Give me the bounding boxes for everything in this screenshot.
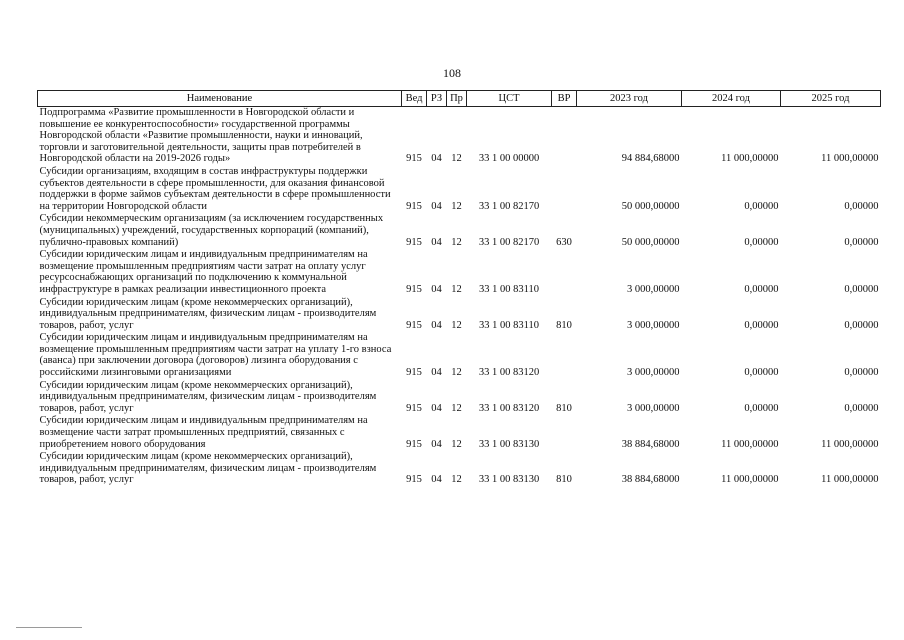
row-2024: 0,00000 <box>744 367 779 379</box>
row-rz: 04 <box>431 200 442 212</box>
table-row <box>38 415 881 451</box>
row-ved: 915 <box>406 319 422 331</box>
page-number: 108 <box>443 66 461 80</box>
table-row <box>38 451 881 487</box>
row-cst: 33 1 00 83120 <box>478 402 540 414</box>
row-rz: 04 <box>431 402 442 414</box>
table-row <box>38 380 881 416</box>
header-cst: ЦСТ <box>467 91 552 107</box>
row-name: Подпрограмма «Развитие промышленности в Новгородской области и повышение ее конкурентоспособности» государственной программы Новгородской области «Развитие промышленности, науки и инноваций, торговли и заготовительной деятельности, защиты прав потребителей в Новгородской области на 2019-2026 годы» <box>39 107 363 165</box>
row-cst: 33 1 00 83130 <box>478 474 540 486</box>
row-name: Субсидии юридическим лицам (кроме некоммерческих организаций), индивидуальным предпринимателям, физическим лицам - производителям товаров, работ, услуг <box>39 451 377 486</box>
row-pr: 12 <box>451 283 462 295</box>
header-2023: 2023 год <box>577 91 682 107</box>
header-2024: 2024 год <box>682 91 781 107</box>
row-2023: 3 000,00000 <box>627 283 680 295</box>
row-name: Субсидии юридическим лицам (кроме некоммерческих организаций), индивидуальным предпринимателям, физическим лицам - производителям товаров, работ, услуг <box>39 379 377 414</box>
row-vr: 810 <box>556 319 572 331</box>
table-row <box>38 332 881 379</box>
footer-rule <box>16 627 82 628</box>
row-name: Субсидии юридическим лицам и индивидуальным предпринимателям на возмещение промышленным предприятиям части затрат на оплату услуг ресурсоснабжающих организаций по подключению к коммунальной инфраструктуре в рамках реализации инвестиционного проекта <box>39 249 368 295</box>
row-2023: 94 884,68000 <box>621 153 680 165</box>
header-name: Наименование <box>38 91 402 107</box>
row-2024: 11 000,00000 <box>721 474 779 486</box>
row-pr: 12 <box>451 474 462 486</box>
row-2025: 0,00000 <box>844 402 879 414</box>
row-vr: 630 <box>556 236 572 248</box>
row-rz: 04 <box>431 474 442 486</box>
row-name: Субсидии юридическим лицам и индивидуальным предпринимателям на возмещение части затрат промышленных предприятий, связанных с приобретением нового оборудования <box>39 415 368 450</box>
row-2025: 0,00000 <box>844 367 879 379</box>
row-pr: 12 <box>451 153 462 165</box>
row-name: Субсидии некоммерческим организациям (за исключением государственных (муниципальных) учреждений, государственных корпораций (компаний), публично-правовых компаний) <box>39 213 384 248</box>
row-2024: 0,00000 <box>744 200 779 212</box>
row-pr: 12 <box>451 438 462 450</box>
table-row <box>38 166 881 213</box>
row-vr: 810 <box>556 474 572 486</box>
row-2023: 3 000,00000 <box>627 402 680 414</box>
header-ved: Вед <box>402 91 427 107</box>
row-ved: 915 <box>406 474 422 486</box>
row-2025: 0,00000 <box>844 236 879 248</box>
row-rz: 04 <box>431 438 442 450</box>
row-2025: 11 000,00000 <box>821 153 879 165</box>
row-pr: 12 <box>451 236 462 248</box>
row-ved: 915 <box>406 367 422 379</box>
row-cst: 33 1 00 83110 <box>479 283 539 295</box>
row-vr <box>552 332 577 379</box>
table-row <box>38 107 881 166</box>
row-2024: 11 000,00000 <box>721 438 779 450</box>
table-row <box>38 213 881 249</box>
row-ved: 915 <box>406 153 422 165</box>
row-rz: 04 <box>431 319 442 331</box>
row-vr: 810 <box>556 402 572 414</box>
row-vr <box>552 107 577 166</box>
row-ved: 915 <box>406 236 422 248</box>
row-cst: 33 1 00 82170 <box>478 200 540 212</box>
row-vr <box>552 166 577 213</box>
row-2023: 50 000,00000 <box>621 200 680 212</box>
row-pr: 12 <box>451 200 462 212</box>
row-vr <box>552 249 577 296</box>
row-2025: 0,00000 <box>844 283 879 295</box>
row-2024: 0,00000 <box>744 283 779 295</box>
row-cst: 33 1 00 83120 <box>478 367 540 379</box>
row-rz: 04 <box>431 367 442 379</box>
row-2023: 3 000,00000 <box>627 319 680 331</box>
header-2025: 2025 год <box>781 91 881 107</box>
row-pr: 12 <box>451 319 462 331</box>
row-ved: 915 <box>406 438 422 450</box>
table-header-row <box>38 91 881 107</box>
row-2023: 50 000,00000 <box>621 236 680 248</box>
budget-table <box>37 90 881 487</box>
row-name: Субсидии юридическим лицам и индивидуальным предпринимателям на возмещение промышленным предприятиям части затрат на уплату 1-го взноса (аванса) при заключении договора (договоров) лизинга оборудования с российскими лизинговыми организациями <box>39 332 392 379</box>
row-2024: 0,00000 <box>744 236 779 248</box>
table-row <box>38 297 881 333</box>
row-2023: 38 884,68000 <box>621 438 680 450</box>
row-rz: 04 <box>431 236 442 248</box>
row-2024: 0,00000 <box>744 319 779 331</box>
row-cst: 33 1 00 83130 <box>478 438 540 450</box>
row-2024: 0,00000 <box>744 402 779 414</box>
row-pr: 12 <box>451 367 462 379</box>
row-cst: 33 1 00 00000 <box>478 153 540 165</box>
row-2025: 11 000,00000 <box>821 474 879 486</box>
row-2025: 0,00000 <box>844 319 879 331</box>
header-rz: РЗ <box>427 91 447 107</box>
row-ved: 915 <box>406 402 422 414</box>
row-vr <box>552 415 577 451</box>
row-rz: 04 <box>431 283 442 295</box>
table-row <box>38 249 881 296</box>
row-ved: 915 <box>406 200 422 212</box>
row-name: Субсидии организациям, входящим в состав инфраструктуры поддержки субъектов деятельности в сфере промышленности, для оказания финансовой поддержки в форме займов субъектам деятельности в сфере промышленности на территории Новгородской области <box>39 165 391 212</box>
row-cst: 33 1 00 83110 <box>479 319 539 331</box>
row-pr: 12 <box>451 402 462 414</box>
row-2025: 0,00000 <box>844 200 879 212</box>
row-2025: 11 000,00000 <box>821 438 879 450</box>
row-ved: 915 <box>406 283 422 295</box>
row-rz: 04 <box>431 153 442 165</box>
header-pr: Пр <box>447 91 467 107</box>
row-cst: 33 1 00 82170 <box>478 236 540 248</box>
row-2023: 38 884,68000 <box>621 474 680 486</box>
header-vr: ВР <box>552 91 577 107</box>
row-name: Субсидии юридическим лицам (кроме некоммерческих организаций), индивидуальным предпринимателям, физическим лицам - производителям товаров, работ, услуг <box>39 296 377 331</box>
row-2024: 11 000,00000 <box>721 153 779 165</box>
row-2023: 3 000,00000 <box>627 367 680 379</box>
